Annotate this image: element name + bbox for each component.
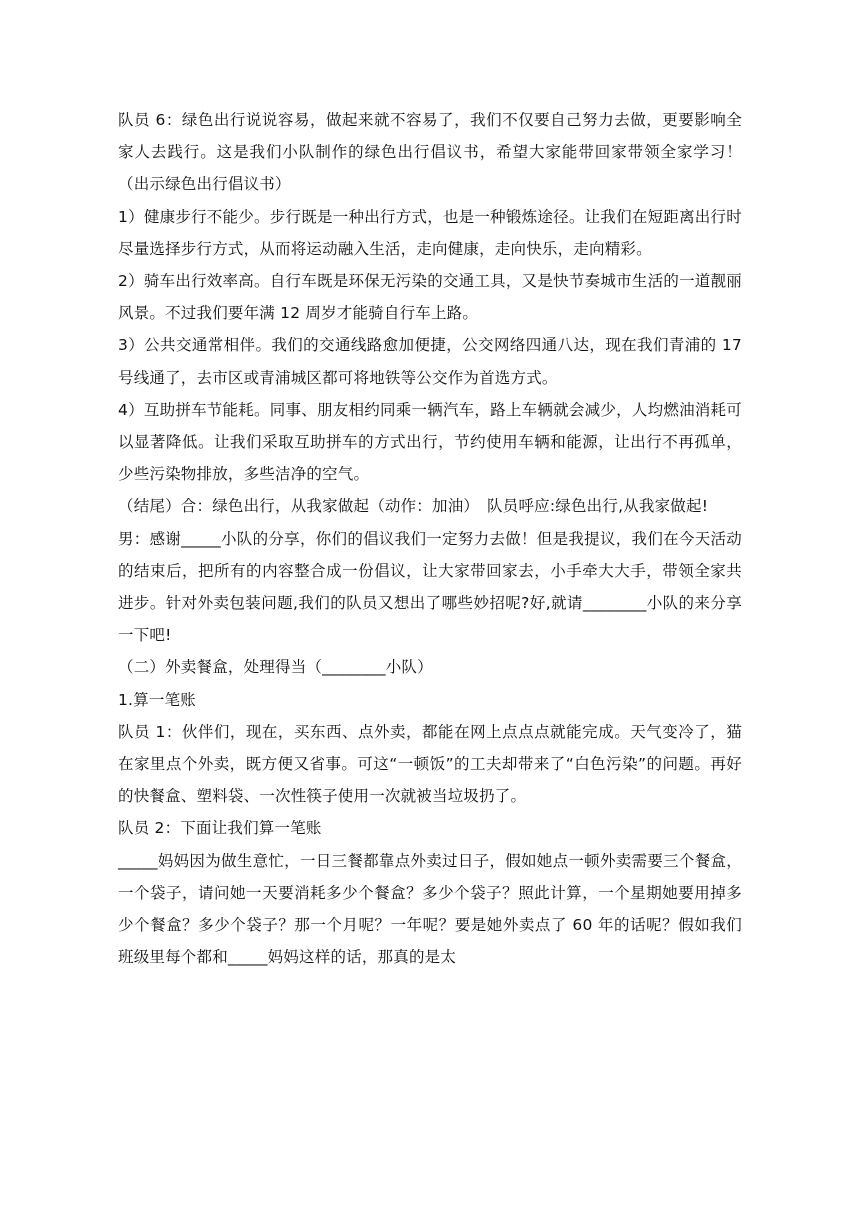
paragraph-ending: （结尾）合：绿色出行，从我家做起（动作：加油） 队员呼应:绿色出行,从我家做起!: [118, 497, 709, 516]
paragraph-public-transport: 3）公共交通常相伴。我们的交通线路愈加便捷，公交网络四通八达，现在我们青浦的 17 号线通了，去市区或青浦城区都可将地铁等公交作为首选方式。: [118, 336, 742, 387]
document-body: [118, 104, 742, 973]
paragraph-member6-intro: 队员 6：绿色出行说说容易，做起来就不容易了，我们不仅要自己努力去做，更要影响全家人去践行。这是我们小队制作的绿色出行倡议书，希望大家能带回家带领全家学习！（出示绿色出行倡议书）: [118, 111, 742, 194]
subheading-calculate: 1.算一笔账: [118, 690, 196, 709]
paragraph-member1: 队员 1：伙伴们，现在，买东西、点外卖，都能在网上点点点就能完成。天气变冷了，猫在家里点个外卖，既方便又省事。可这“一顿饭”的工夫却带来了“白色污染”的问题。再好的快餐盒、塑料袋、一次性筷子使用一次就被当垃圾扔了。: [118, 722, 742, 806]
paragraph-mother-example: _____妈妈因为做生意忙，一日三餐都靠点外卖过日子，假如她点一顿外卖需要三个餐盒，一个袋子，请问她一天要消耗多少个餐盒？多少个袋子？照此计算，一个星期她要用掉多少个餐盒？多少个袋子？那一个月呢？一年呢？要是她外卖点了 60 年的话呢？假如我们班级里每个都和_____妈妈这样的话，那真的是太: [118, 851, 742, 967]
paragraph-cycling: 2）骑车出行效率高。自行车既是环保无污染的交通工具，又是快节奏城市生活的一道靓丽风景。不过我们要年满 12 周岁才能骑自行车上路。: [118, 272, 742, 323]
paragraph-walking: 1）健康步行不能少。步行既是一种出行方式，也是一种锻炼途径。让我们在短距离出行时尽量选择步行方式，从而将运动融入生活，走向健康，走向快乐，走向精彩。: [118, 207, 742, 258]
paragraph-male-host: 男：感谢_____小队的分享，你们的倡议我们一定努力去做！但是我提议，我们在今天活动的结束后，把所有的内容整合成一份倡议，让大家带回家去，小手牵大大手，带领全家共进步。针对外卖包装问题,我们的队员又想出了哪些妙招呢?好,就请________小队的来分享一下吧!: [118, 529, 742, 645]
section-heading-takeout: （二）外卖餐盒，处理得当（________小队）: [118, 658, 433, 677]
paragraph-carpool: 4）互助拼车节能耗。同事、朋友相约同乘一辆汽车，路上车辆就会减少，人均燃油消耗可以显著降低。让我们采取互助拼车的方式出行，节约使用车辆和能源，让出行不再孤单，少些污染物排放，多些洁净的空气。: [118, 400, 742, 484]
paragraph-member2: 队员 2：下面让我们算一笔账: [118, 819, 322, 838]
